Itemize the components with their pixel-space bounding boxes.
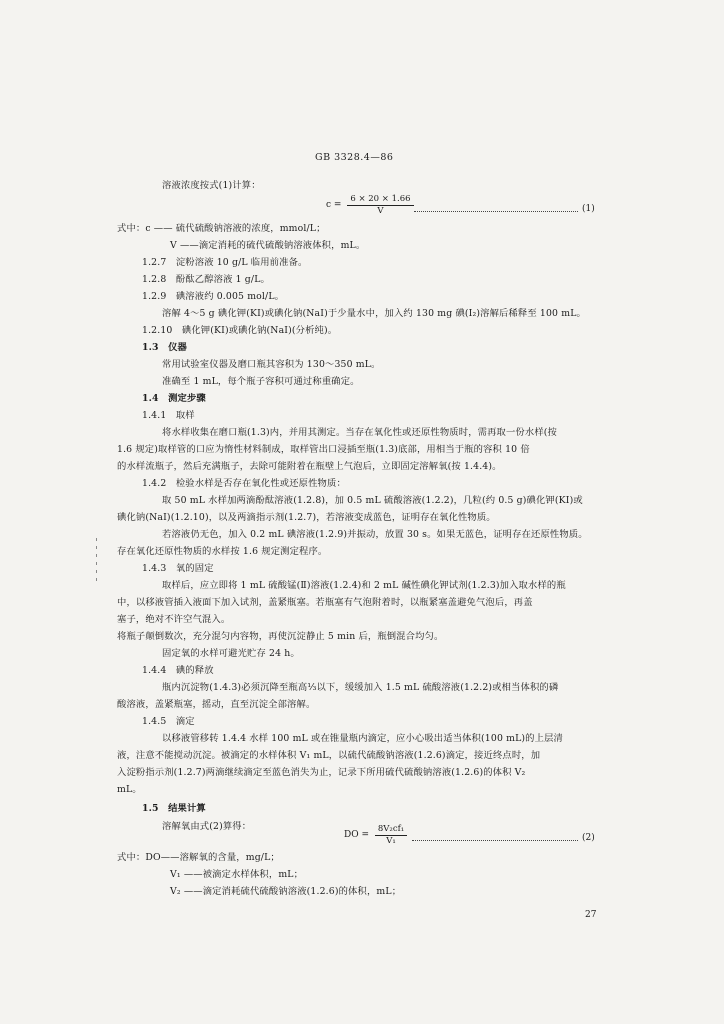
scan-speck	[96, 562, 97, 565]
text-line: 碘化钠(NaI)(1.2.10)，以及两滴指示剂(1.2.7)，若溶液变成蓝色，证明存在氧化性物质。	[117, 512, 496, 523]
text-line: 瓶内沉淀物(1.4.3)必须沉降至瓶高⅓以下，缓缓加入 1.5 mL 硫酸溶液(1.2.2)或相当体积的磷	[162, 682, 559, 693]
text-line: mL。	[117, 784, 142, 795]
text-line: 1.6 规定)取样管的口应为惰性材料制成，取样管出口浸插至瓶(1.3)底部，用相当于瓶的容积 10 倍	[117, 444, 530, 455]
text-line: 式中：DO——溶解氧的含量，mg/L；	[117, 852, 280, 863]
subsection-heading: 1.4.5 滴定	[142, 716, 195, 727]
page-number: 27	[585, 910, 597, 920]
text-line: 1.2.9 碘溶液约 0.005 mol/L。	[142, 291, 285, 302]
text-line: 的水样流瓶子，然后充满瓶子，去除可能附着在瓶壁上气泡后，立即固定溶解氧(按 1.4.4)。	[117, 461, 502, 472]
text-line: 1.2.10 碘化钾(KI)或碘化钠(NaI)(分析纯)。	[142, 325, 338, 336]
subsection-heading: 1.4.1 取样	[142, 410, 195, 421]
text-line: 存在氧化还原性物质的水样按 1.6 规定测定程序。	[117, 546, 328, 557]
scan-speck	[96, 554, 97, 557]
text-line: V₁ ——被滴定水样体积，mL；	[170, 869, 304, 880]
equation-2-lhs: DO =	[344, 830, 369, 840]
text-line: 1.2.8 酚酞乙醇溶液 1 g/L。	[142, 274, 270, 285]
subsection-heading: 1.4.2 检验水样是否存在氧化性或还原性物质：	[142, 478, 346, 489]
text-line: 取 50 mL 水样加两滴酚酞溶液(1.2.8)，加 0.5 mL 硫酸溶液(1.2.2)，几粒(约 0.5 g)碘化钾(KI)或	[162, 495, 583, 506]
text-line: 若溶液仍无色，加入 0.2 mL 碘溶液(1.2.9)并振动，放置 30 s。如果无蓝色，证明存在还原性物质。	[162, 529, 588, 540]
equation-1	[326, 194, 414, 216]
text-line: 液，注意不能搅动沉淀。被滴定的水样体积 V₁ mL，以硫代硫酸钠溶液(1.2.6)滴定，接近终点时，加	[117, 750, 541, 761]
equation-1-leader	[414, 211, 578, 212]
equation-1-denominator: V	[377, 206, 384, 216]
section-heading: 1.4 测定步骤	[142, 393, 206, 404]
text-line: 酸溶液，盖紧瓶塞，摇动，直至沉淀全部溶解。	[117, 699, 316, 710]
equation-2-fraction	[375, 824, 407, 846]
equation-1-lhs: c =	[326, 200, 342, 210]
equation-1-fraction	[347, 194, 413, 216]
text-line: V ——滴定消耗的硫代硫酸钠溶液体积，mL。	[170, 240, 366, 251]
text-line: 取样后，应立即将 1 mL 硫酸锰(Ⅱ)溶液(1.2.4)和 2 mL 碱性碘化钾试剂(1.2.3)加入取水样的瓶	[162, 580, 566, 591]
text-line: 以移液管移转 1.4.4 水样 100 mL 或在锥量瓶内滴定，应小心吸出适当体积(100 mL)的上层清	[162, 733, 563, 744]
text-line: 常用试验室仪器及磨口瓶其容积为 130～350 mL。	[162, 359, 381, 370]
scan-speck	[96, 546, 97, 549]
equation-2-number: (2)	[582, 833, 595, 843]
text-line: 溶解 4～5 g 碘化钾(KI)或碘化钠(NaI)于少量水中，加入约 130 mg 碘(I₂)溶解后稀释至 100 mL。	[162, 308, 586, 319]
equation-2-denominator: V₁	[386, 836, 396, 846]
text-line: 1.2.7 淀粉溶液 10 g/L 临用前准备。	[142, 257, 308, 268]
text-line: 将水样收集在磨口瓶(1.3)内，并用其测定。当存在氧化性或还原性物质时，需再取一份水样(按	[162, 427, 557, 438]
scan-speck	[96, 578, 97, 581]
section-heading: 1.3 仪器	[142, 342, 187, 353]
text-line: 溶液浓度按式(1)计算：	[162, 180, 261, 191]
text-line: V₂ ——滴定消耗硫代硫酸钠溶液(1.2.6)的体积，mL；	[170, 886, 402, 897]
text-line: 准确至 1 mL，每个瓶子容积可通过称重确定。	[162, 376, 360, 387]
subsection-heading: 1.4.3 氧的固定	[142, 563, 214, 574]
equation-2	[344, 824, 407, 846]
equation-1-numerator: 6 × 20 × 1.66	[347, 194, 413, 206]
equation-2-numerator: 8V₂cf₁	[375, 824, 407, 836]
text-line: 将瓶子颠倒数次，充分混匀内容物，再使沉淀静止 5 min 后，瓶倒混合均匀。	[117, 631, 444, 642]
subsection-heading: 1.4.4 碘的释放	[142, 665, 214, 676]
text-line: 式中：c —— 硫代硫酸钠溶液的浓度，mmol/L；	[117, 223, 326, 234]
scan-speck	[96, 538, 97, 541]
text-line: 固定氧的水样可避光贮存 24 h。	[162, 648, 300, 659]
page-header: GB 3328.4—86	[315, 152, 394, 163]
scan-speck	[96, 570, 97, 573]
text-line: 塞子，绝对不许空气混入。	[117, 614, 231, 625]
equation-2-leader	[412, 840, 578, 841]
text-line: 入淀粉指示剂(1.2.7)两滴继续滴定至蓝色消失为止，记录下所用硫代硫酸钠溶液(1.2.6)的体积 V₂	[117, 767, 526, 778]
section-heading: 1.5 结果计算	[142, 803, 206, 814]
equation-1-number: (1)	[582, 204, 595, 214]
text-line: 溶解氧由式(2)算得：	[162, 821, 252, 832]
text-line: 中，以移液管插入液面下加入试剂，盖紧瓶塞。若瓶塞有气泡附着时，以瓶紧塞盖避免气泡后，再盖	[117, 597, 533, 608]
